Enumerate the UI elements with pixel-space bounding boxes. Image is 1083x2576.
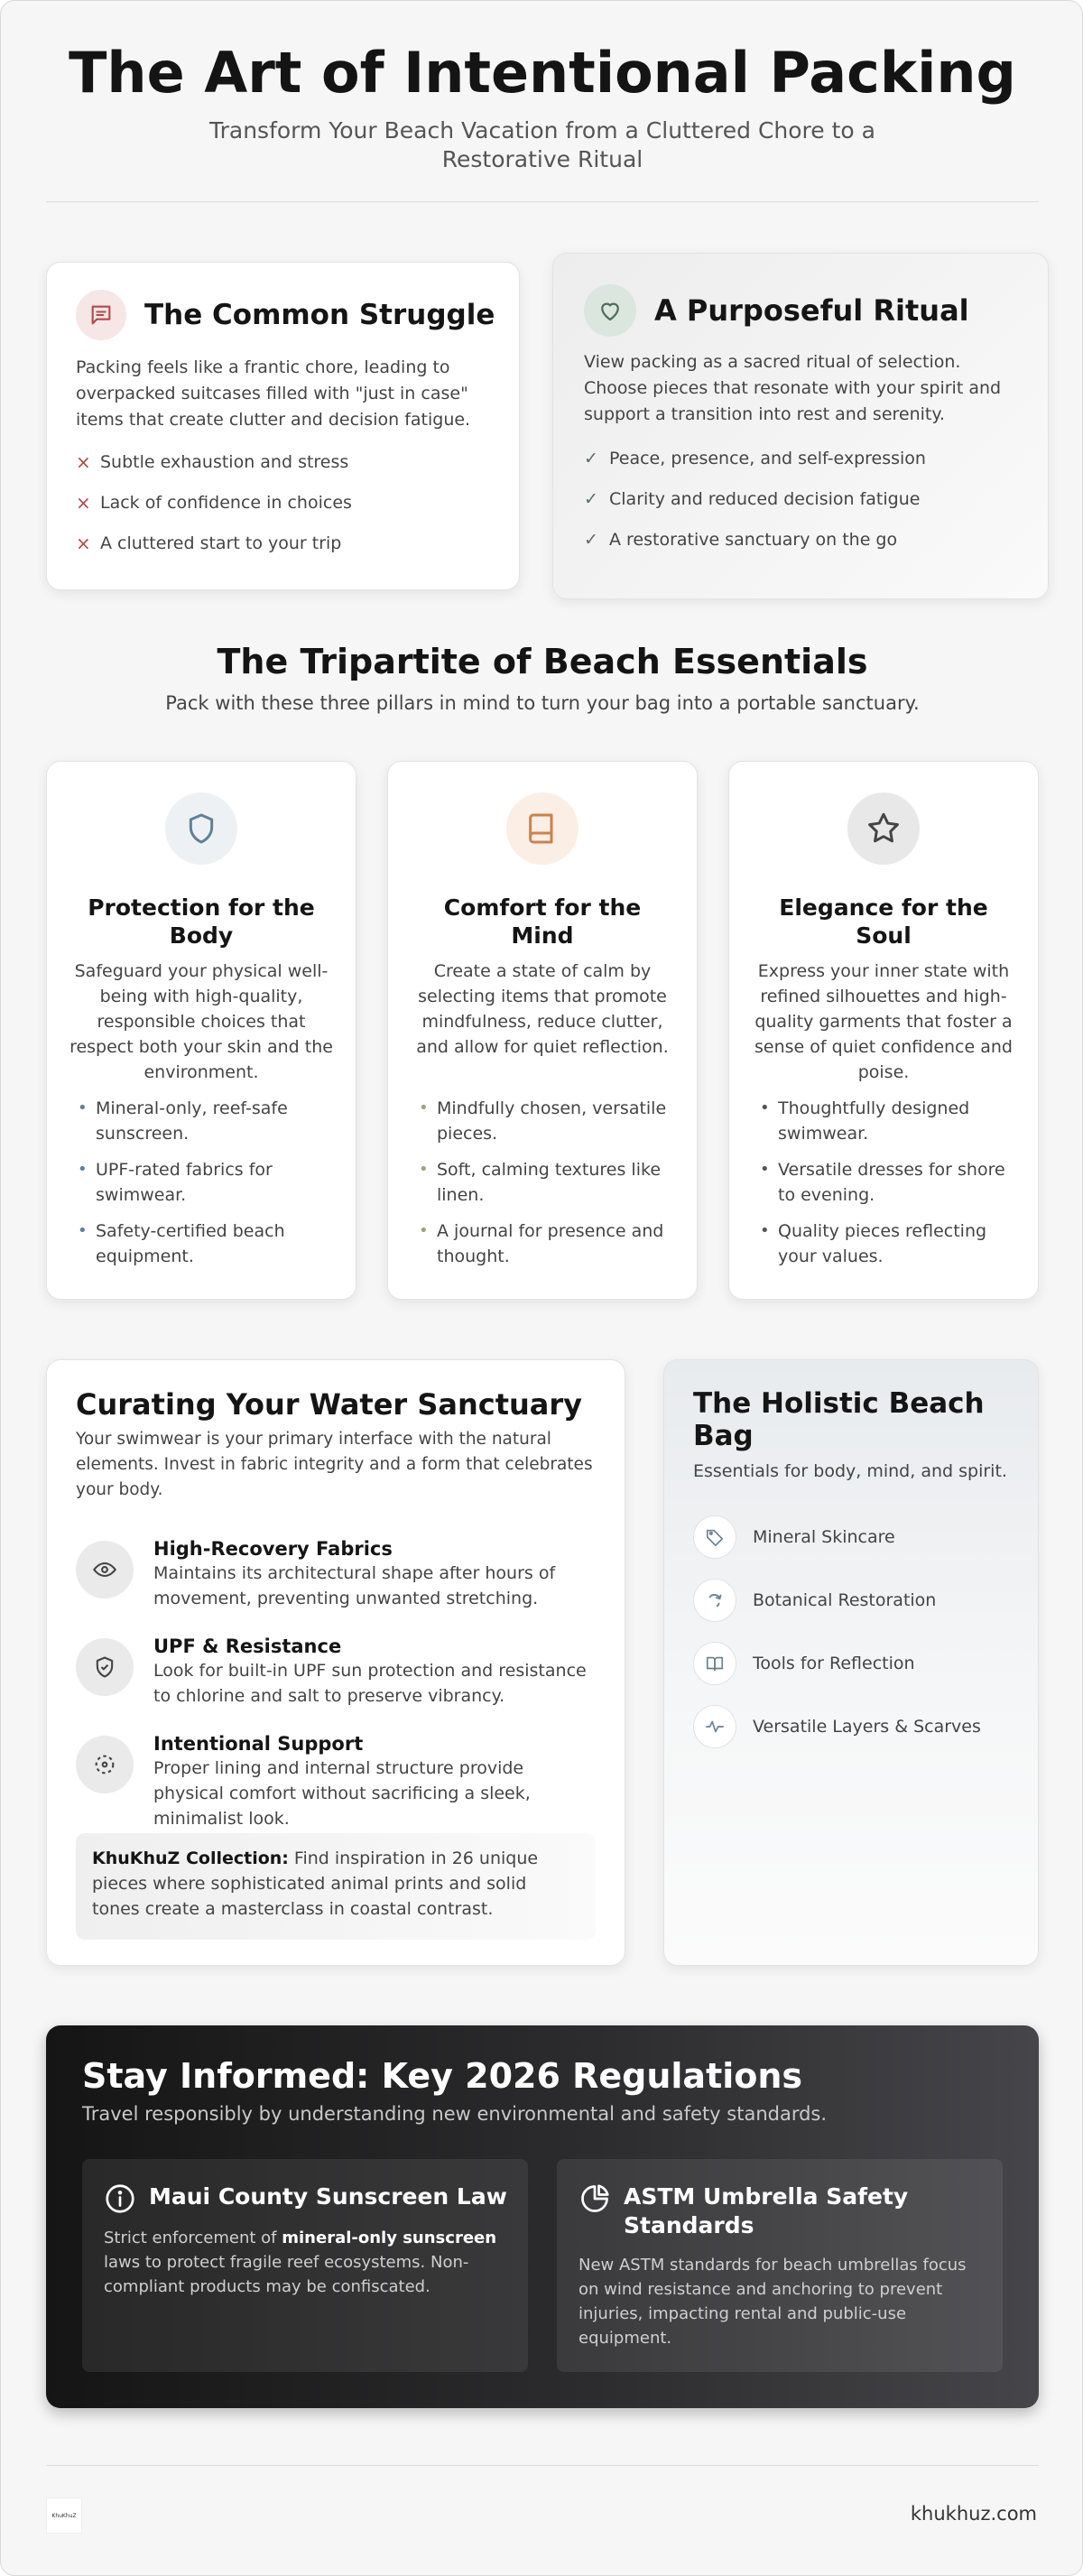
pillar-text: Safeguard your physical well-being with high-quality, responsible choices that respect both your skin and the environment. (69, 961, 333, 1082)
regulation-text: New ASTM standards for beach umbrellas focus on wind resistance and anchoring to prevent injuries, impacting rental and public-use equipment. (579, 2256, 967, 2348)
footer-divider (46, 2465, 1039, 2466)
pillar-card-protection (46, 761, 356, 1300)
ritual-text: View packing as a sacred ritual of selection. Choose pieces that resonate with your spirit and support a transition into rest and serenity. (584, 352, 1002, 424)
header (46, 35, 1039, 174)
x-icon: × (76, 492, 91, 514)
essentials-subtitle: Pack with these three pillars in mind to turn your bag into a portable sanctuary. (165, 692, 920, 714)
list-item: ✓ A restorative sanctuary on the go (584, 530, 898, 550)
open-book-icon (693, 1642, 736, 1685)
shield-icon (165, 792, 237, 865)
bag-subtitle: Essentials for body, mind, and spirit. (693, 1461, 1007, 1481)
pillar-list (760, 1096, 1011, 1280)
ritual-title: A Purposeful Ritual (654, 293, 969, 328)
list-item: ✓ Peace, presence, and self-expression (584, 449, 926, 468)
callout-label: KhuKhuZ Collection: (92, 1849, 289, 1868)
header-divider (46, 201, 1039, 202)
list-item: × A cluttered start to your trip (76, 533, 342, 554)
bag-title: The Holistic Beach Bag (693, 1387, 985, 1452)
logo: KhuKhuZ (46, 2497, 82, 2534)
ritual-card (552, 253, 1049, 599)
book-icon (506, 792, 579, 865)
feature-text: Proper lining and internal structure provide physical comfort without sacrificing a sleek, minimalist look. (153, 1758, 531, 1829)
ritual-list (584, 430, 1017, 551)
heart-icon (584, 284, 636, 337)
regulation-text: Strict enforcement of mineral-only sunscreen laws to protect fragile reef ecosystems. Non-compliant products may be confiscated. (104, 2229, 497, 2296)
page-subtitle: Transform Your Beach Vacation from a Cluttered Chore to a Restorative Ritual (209, 117, 875, 172)
pillar-card-comfort (387, 761, 698, 1300)
check-icon: ✓ (584, 489, 598, 509)
list-item: • Safety-certified beach equipment. (78, 1221, 285, 1266)
check-icon: ✓ (584, 530, 598, 550)
feature-item (76, 1537, 597, 1611)
list-item: Botanical Restoration (693, 1579, 936, 1622)
sanctuary-title: Curating Your Water Sanctuary (76, 1387, 583, 1422)
list-item: • Mineral-only, reef-safe sunscreen. (78, 1098, 288, 1144)
message-icon (76, 290, 126, 340)
feature-item (76, 1732, 597, 1831)
pillar-text: Express your inner state with refined silhouettes and high-quality garments that foster a sense of quiet confidence and poise. (754, 961, 1013, 1082)
list-item: • UPF-rated fabrics for swimwear. (78, 1160, 273, 1205)
regulations-panel (46, 2025, 1039, 2408)
pillar-title: Protection for the Body (88, 894, 315, 949)
shield-check-icon (76, 1638, 134, 1696)
pulse-icon (693, 1705, 736, 1748)
x-icon: × (76, 533, 91, 554)
sanctuary-card (46, 1359, 625, 1966)
page-title: The Art of Intentional Packing (69, 40, 1016, 106)
x-icon: × (76, 451, 91, 473)
list-item: • Mindfully chosen, versatile pieces. (419, 1098, 667, 1144)
star-icon (847, 792, 920, 865)
list-item: × Subtle exhaustion and stress (76, 451, 349, 473)
callout-text: Find inspiration in 26 unique pieces where sophisticated animal prints and solid tones create a masterclass in coastal contrast. (92, 1849, 539, 1919)
feature-item (76, 1635, 597, 1709)
pillar-title: Elegance for the Soul (779, 894, 988, 949)
list-item: Tools for Reflection (693, 1642, 915, 1685)
eye-icon (76, 1541, 134, 1598)
essentials-title: The Tripartite of Beach Essentials (217, 642, 868, 681)
beach-bag-card (663, 1359, 1039, 1966)
pillar-title: Comfort for the Mind (443, 894, 642, 949)
list-item: Mineral Skincare (693, 1515, 895, 1559)
struggle-text: Packing feels like a frantic chore, leading to overpacked suitcases filled with "just in case" items that create clutter and decision fatigue. (76, 357, 471, 430)
feature-title: Intentional Support (153, 1733, 364, 1755)
info-icon (104, 2182, 136, 2219)
pillar-list (78, 1096, 329, 1280)
list-item: • Versatile dresses for shore to evening. (760, 1160, 1005, 1205)
pillar-card-elegance (728, 761, 1039, 1300)
list-item: • A journal for presence and thought. (419, 1221, 664, 1266)
list-item: • Quality pieces reflecting your values. (760, 1221, 987, 1266)
feature-title: UPF & Resistance (153, 1635, 342, 1657)
list-item: ✓ Clarity and reduced decision fatigue (584, 489, 921, 509)
pie-chart-icon (579, 2182, 611, 2219)
regulations-title: Stay Informed: Key 2026 Regulations (82, 2056, 803, 2096)
list-item: • Thoughtfully designed swimwear. (760, 1098, 970, 1144)
struggle-title: The Common Struggle (144, 299, 495, 331)
struggle-card (46, 262, 520, 590)
regulation-card-maui (82, 2159, 528, 2372)
list-item: × Lack of confidence in choices (76, 492, 352, 514)
sanctuary-text: Your swimwear is your primary interface with the natural elements. Invest in fabric integrity and a form that celebrates your body. (76, 1430, 593, 1499)
feature-text: Look for built-in UPF sun protection and resistance to chlorine and salt to preserve vibrancy. (153, 1661, 587, 1706)
footer-link[interactable]: khukhuz.com (910, 2503, 1037, 2525)
regulation-title: ASTM Umbrella Safety Standards (624, 2183, 909, 2238)
list-item: Versatile Layers & Scarves (693, 1705, 981, 1748)
feature-text: Maintains its architectural shape after hours of movement, preventing unwanted stretching. (153, 1563, 556, 1608)
struggle-list (76, 433, 491, 555)
tag-icon (693, 1515, 736, 1559)
collection-callout (76, 1833, 596, 1940)
regulation-title: Maui County Sunscreen Law (149, 2183, 507, 2210)
pillar-list (419, 1096, 670, 1280)
regulation-card-astm (557, 2159, 1003, 2372)
regulations-subtitle: Travel responsibly by understanding new environmental and safety standards. (82, 2103, 828, 2125)
focus-icon (76, 1736, 134, 1793)
feature-title: High-Recovery Fabrics (153, 1538, 393, 1560)
pillar-text: Create a state of calm by selecting items that promote mindfulness, reduce clutter, and allow for quiet reflection. (416, 961, 669, 1057)
check-icon: ✓ (584, 449, 598, 468)
refresh-icon (693, 1579, 736, 1622)
list-item: • Soft, calming textures like linen. (419, 1160, 662, 1205)
